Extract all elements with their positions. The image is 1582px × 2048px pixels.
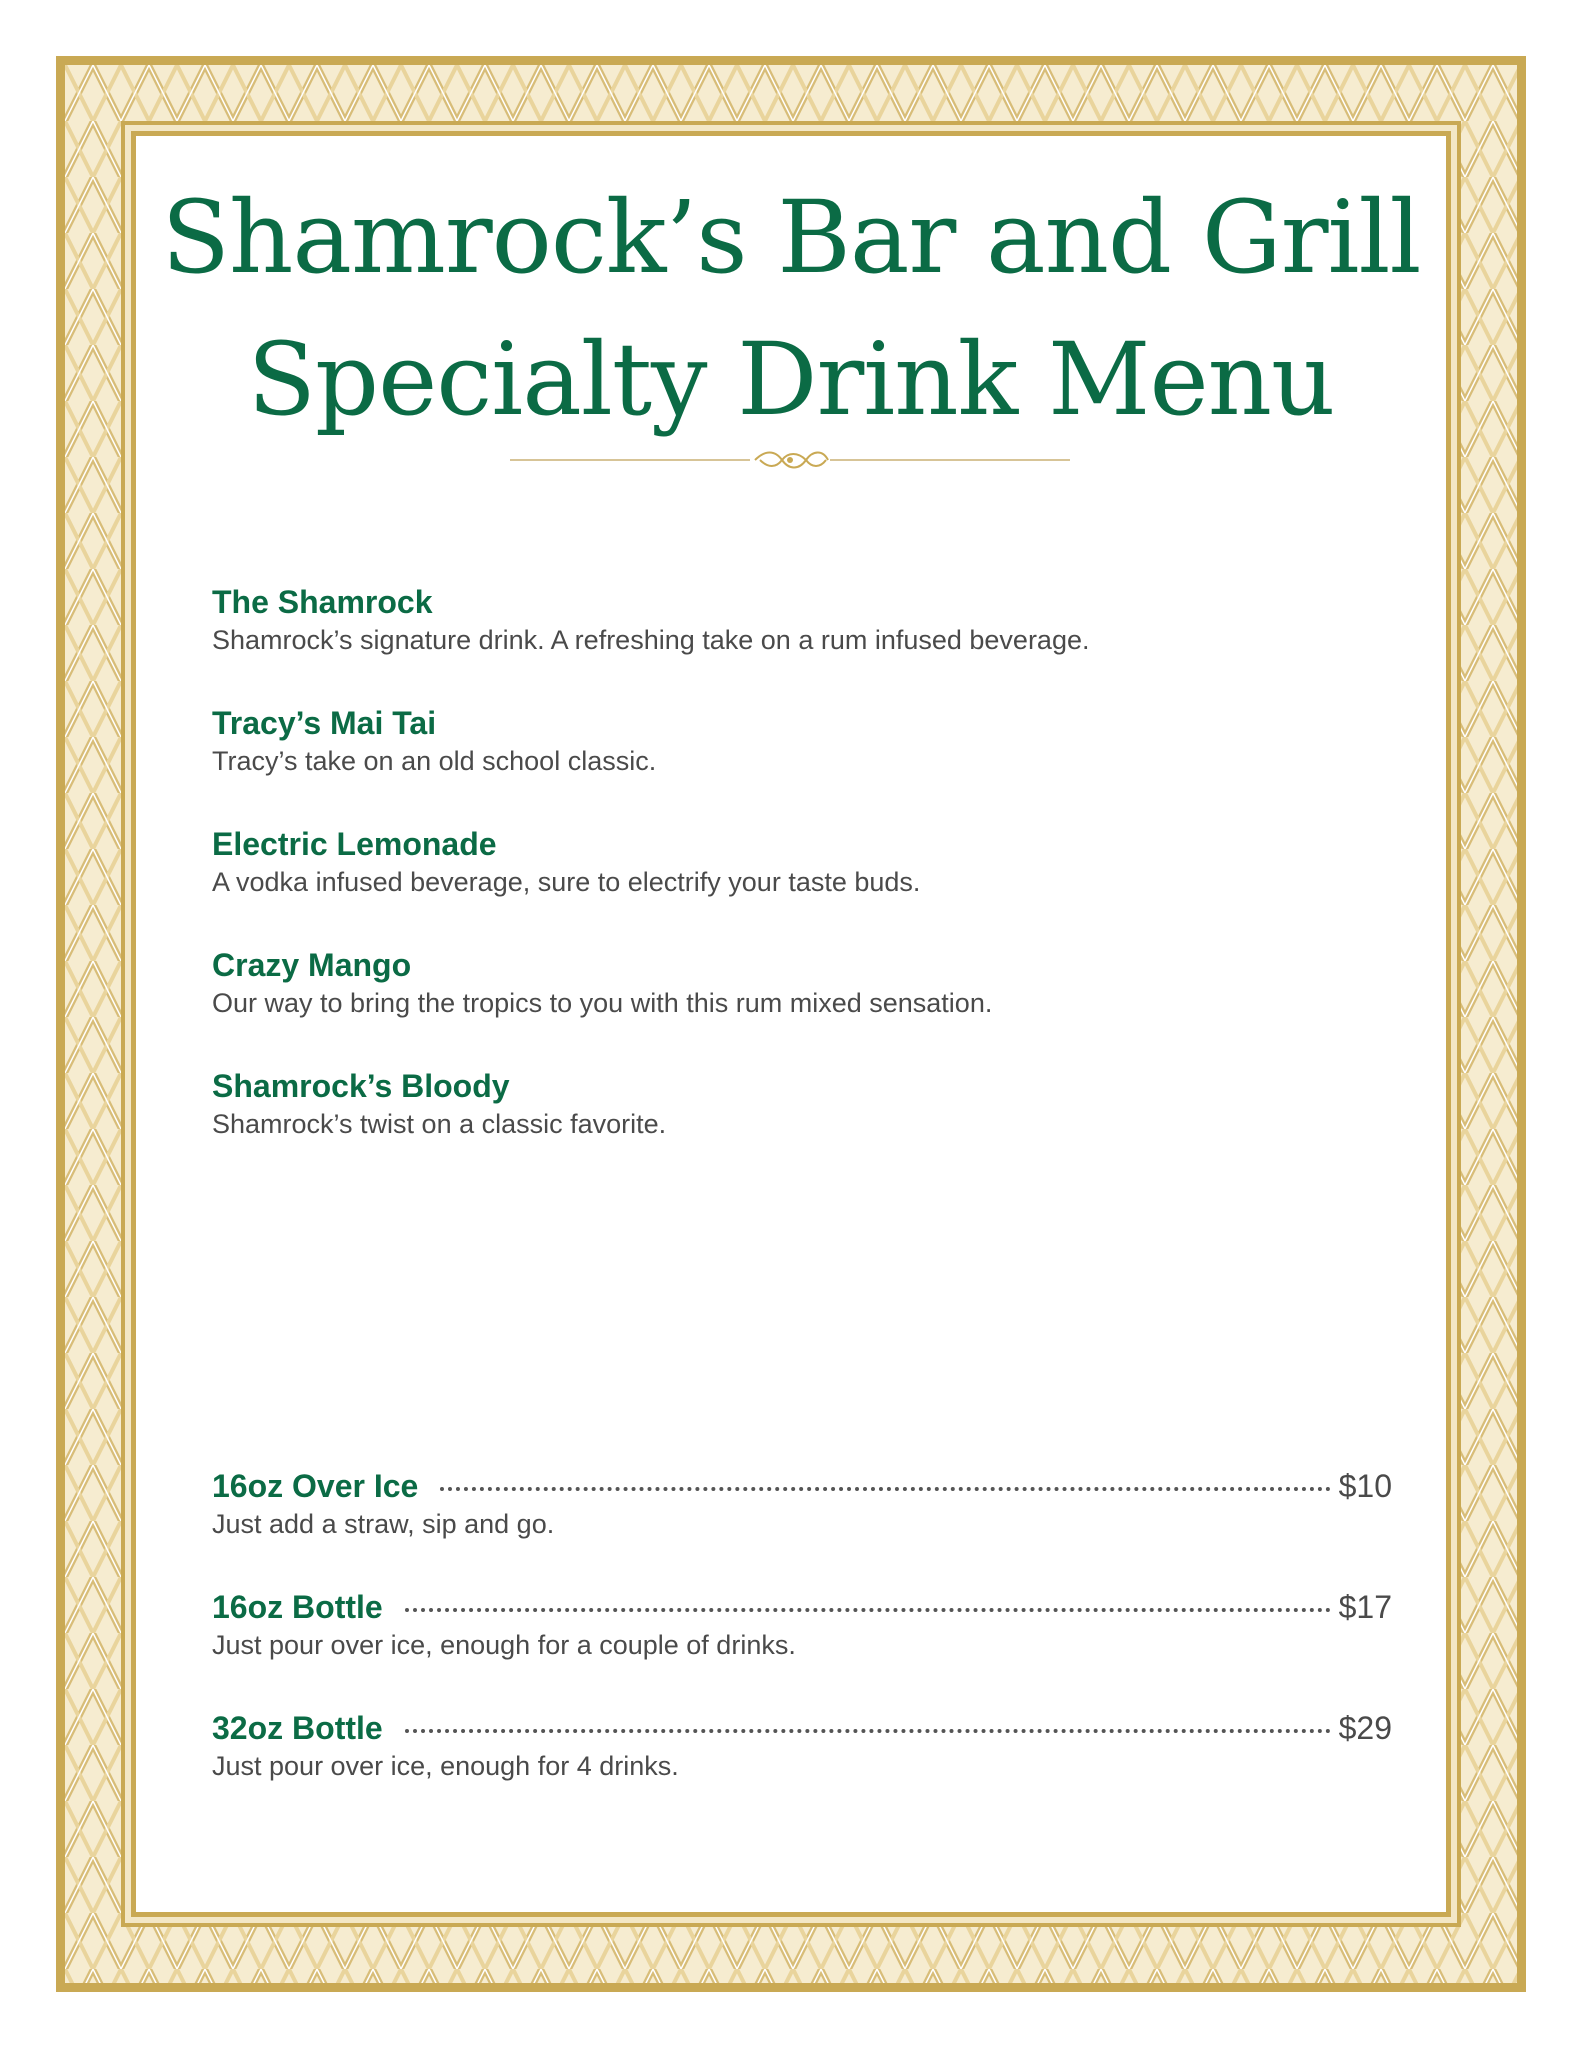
- dot-leader: [405, 1729, 1331, 1733]
- size-price: $17: [1338, 1589, 1392, 1625]
- size-name: 16oz Bottle: [212, 1589, 383, 1625]
- flourish-divider-icon: [510, 448, 1070, 472]
- size-name: 16oz Over Ice: [212, 1468, 419, 1504]
- list-item: [212, 945, 992, 1021]
- dot-leader: [405, 1608, 1331, 1612]
- drink-description: A vodka infused beverage, sure to electrify your taste buds.: [212, 867, 921, 897]
- drink-name: Tracy’s Mai Tai: [212, 705, 437, 741]
- drink-description: Our way to bring the tropics to you with this rum mixed sensation.: [212, 988, 993, 1018]
- list-item: [212, 1066, 666, 1142]
- drink-description: Shamrock’s signature drink. A refreshing take on a rum infused beverage.: [212, 625, 1090, 655]
- size-description: Just add a straw, sip and go.: [212, 1509, 555, 1539]
- drink-name: Crazy Mango: [212, 947, 412, 983]
- drink-description: Tracy’s take on an old school classic.: [212, 746, 657, 776]
- size-description: Just pour over ice, enough for 4 drinks.: [212, 1751, 679, 1781]
- size-price: $10: [1338, 1468, 1392, 1504]
- drink-name: Shamrock’s Bloody: [212, 1068, 510, 1104]
- drink-name: The Shamrock: [212, 584, 433, 620]
- list-item: [212, 703, 656, 779]
- size-price: $29: [1338, 1710, 1392, 1746]
- price-item: [212, 1466, 1392, 1542]
- drink-description: Shamrock’s twist on a classic favorite.: [212, 1109, 667, 1139]
- dot-leader: [440, 1487, 1330, 1491]
- size-description: Just pour over ice, enough for a couple of drinks.: [212, 1630, 796, 1660]
- list-item: [212, 824, 920, 900]
- price-item: [212, 1587, 1392, 1663]
- price-item: [212, 1708, 1392, 1784]
- menu-subtitle: Specialty Drink Menu: [247, 321, 1335, 438]
- list-item: [212, 582, 1090, 658]
- menu-title: Shamrock’s Bar and Grill: [161, 179, 1421, 296]
- drink-name: Electric Lemonade: [212, 826, 497, 862]
- size-name: 32oz Bottle: [212, 1710, 383, 1746]
